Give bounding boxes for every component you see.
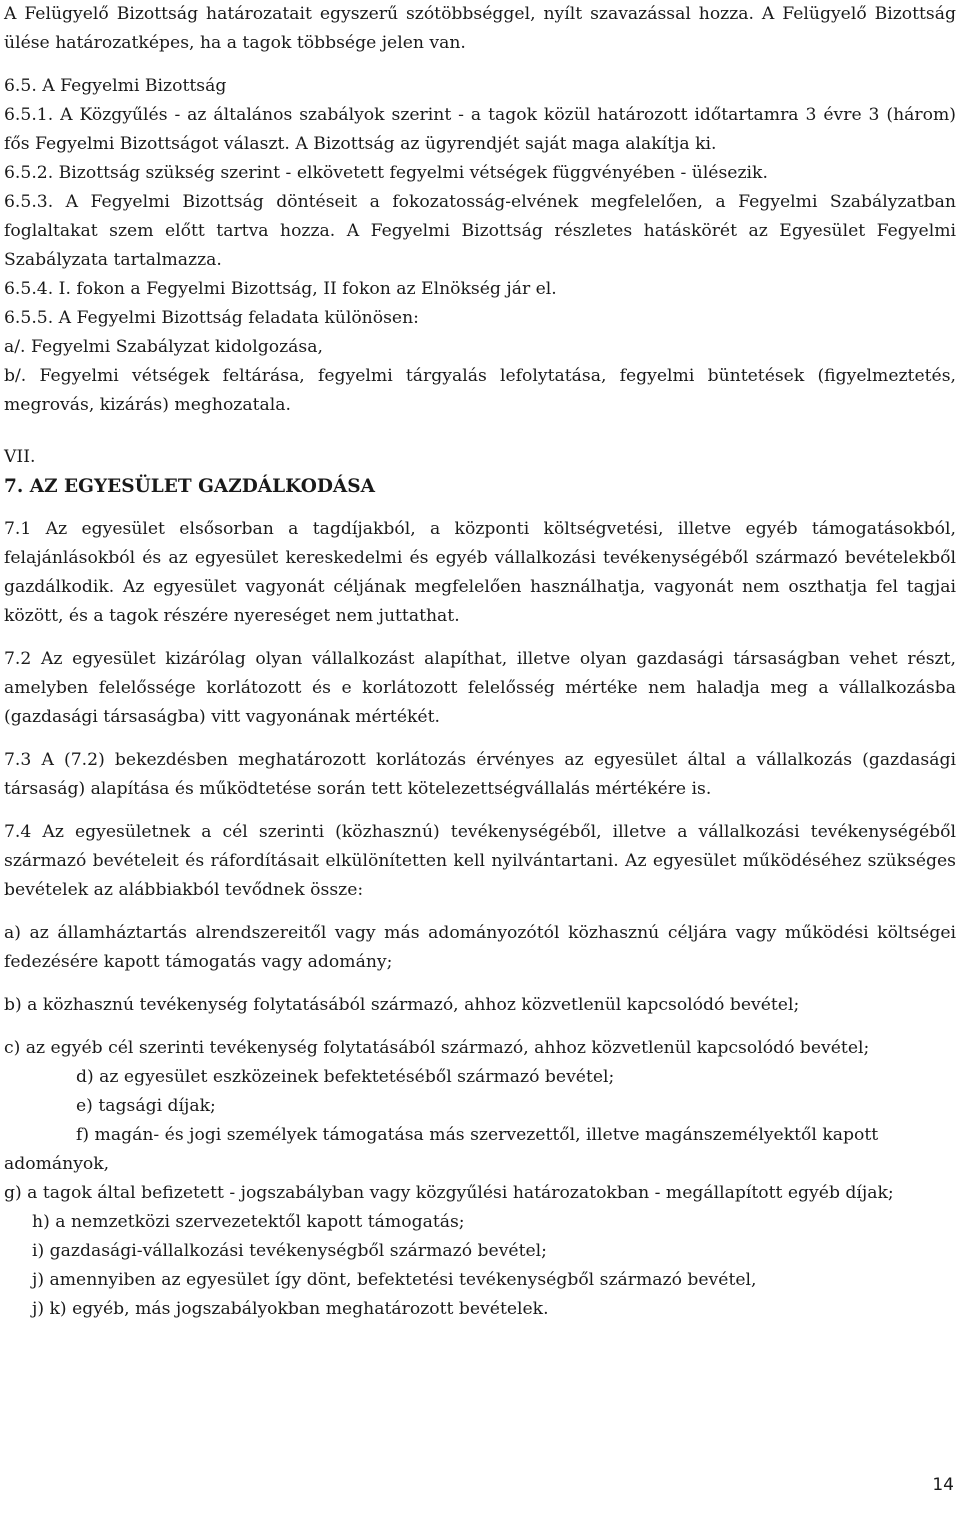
chapter-number: VII. [4,447,36,467]
list-item-b: b/. Fegyelmi vétségek feltárása, fegyelmi tárgyalás lefolytatása, fegyelmi büntetések (figyelmeztetés, megrovás, kizárás) meghozatala. [4,366,956,415]
income-item-h: h) a nemzetközi szervezetektől kapott támogatás; [32,1212,465,1232]
paragraph-6-5-5: 6.5.5. A Fegyelmi Bizottság feladata különösen: [4,308,419,328]
paragraph-6-5-1: 6.5.1. A Közgyűlés - az általános szabályok szerint - a tagok közül határozott időtartamra 3 évre 3 (három) fős Fegyelmi Bizottságot választ. A Bizottság az ügyrendjét saját maga alakítja ki. [4,105,956,154]
income-item-j: j) amennyiben az egyesület így dönt, befektetési tevékenységből származó bevétel, [32,1270,757,1290]
income-item-g: g) a tagok által befizetett - jogszabályban vagy közgyűlési határozatokban - megállapított egyéb díjak; [4,1183,894,1203]
income-item-b: b) a közhasznú tevékenység folytatásából származó, ahhoz közvetlenül kapcsolódó bevétel; [4,995,800,1015]
paragraph-7-1: 7.1 Az egyesület elsősorban a tagdíjakból, a központi költségvetési, illetve egyéb támogatásokból, felajánlásokból és az egyesület kereskedelmi és egyéb vállalkozási tevékenységéből származó bevételekből gazdálkodik. Az egyesület vagyonát céljának megfelelően használhatja, vagyonát nem oszthatja fel tagjai között, és a tagok részére nyereséget nem juttathat. [4,519,956,626]
paragraph-6-5-3: 6.5.3. A Fegyelmi Bizottság döntéseit a fokozatosság-elvének megfelelően, a Fegyelmi Szabályzatban foglaltakat szem előtt tartva hozza. A Fegyelmi Bizottság részletes hatáskörét az Egyesület Fegyelmi Szabályzata tartalmazza. [4,192,956,270]
paragraph-7-4: 7.4 Az egyesületnek a cél szerinti (közhasznú) tevékenységéből, illetve a vállalkozási tevékenységéből származó bevételeit és ráfordításait elkülönítetten kell nyilvántartani. Az egyesület működéséhez szükséges bevételek az alábbiakból tevődnek össze: [4,822,956,900]
spacer [4,977,956,991]
spacer [4,420,956,443]
income-item-a: a) az államháztartás alrendszereitől vagy más adományozótól közhasznú céljára vagy működési költségei fedezésére kapott támogatás vagy adomány; [4,923,956,972]
spacer [4,631,956,645]
paragraph-6-5-4: 6.5.4. I. fokon a Fegyelmi Bizottság, II fokon az Elnökség jár el. [4,279,557,299]
income-item-d: d) az egyesület eszközeinek befektetéséből származó bevétel; [76,1067,615,1087]
paragraph-6-5-2: 6.5.2. Bizottság szükség szerint - elkövetett fegyelmi vétségek függvényében - ülésezik. [4,163,768,183]
paragraph-supervisory-voting: A Felügyelő Bizottság határozatait egyszerű szótöbbséggel, nyílt szavazással hozza. A Felügyelő Bizottság ülése határozatképes, ha a tagok többsége jelen van. [4,4,956,53]
list-item-a: a/. Fegyelmi Szabályzat kidolgozása, [4,337,323,357]
income-item-f: f) magán- és jogi személyek támogatása más szervezettől, illetve magánszemélyektől kapott [76,1125,879,1145]
spacer [4,58,956,72]
spacer [4,905,956,919]
income-item-c: c) az egyéb cél szerinti tevékenység folytatásából származó, ahhoz közvetlenül kapcsolódó bevétel; [4,1038,870,1058]
page-number: 14 [932,1475,954,1495]
paragraph-7-2: 7.2 Az egyesület kizárólag olyan vállalkozást alapíthat, illetve olyan gazdasági társaságban vehet részt, amelyben felelőssége korlátozott és e korlátozott felelősség mértéke nem haladja meg a vállalkozásba (gazdasági társaságba) vitt vagyonának mértékét. [4,649,956,727]
chapter-title: 7. AZ EGYESÜLET GAZDÁLKODÁSA [4,476,375,497]
spacer [4,501,956,515]
income-item-f-continued: adományok, [4,1154,110,1174]
income-item-i: i) gazdasági-vállalkozási tevékenységből származó bevétel; [32,1241,547,1261]
section-heading-disciplinary-committee: 6.5. A Fegyelmi Bizottság [4,76,227,96]
document-page [4,0,956,1324]
paragraph-7-3: 7.3 A (7.2) bekezdésben meghatározott korlátozás érvényes az egyesület által a vállalkozás (gazdasági társaság) alapítása és működtetése során tett kötelezettségvállalás mértékére is. [4,750,956,799]
spacer [4,732,956,746]
income-item-e: e) tagsági díjak; [76,1096,216,1116]
spacer [4,1020,956,1034]
spacer [4,804,956,818]
income-item-k: j) k) egyéb, más jogszabályokban meghatározott bevételek. [32,1299,549,1319]
